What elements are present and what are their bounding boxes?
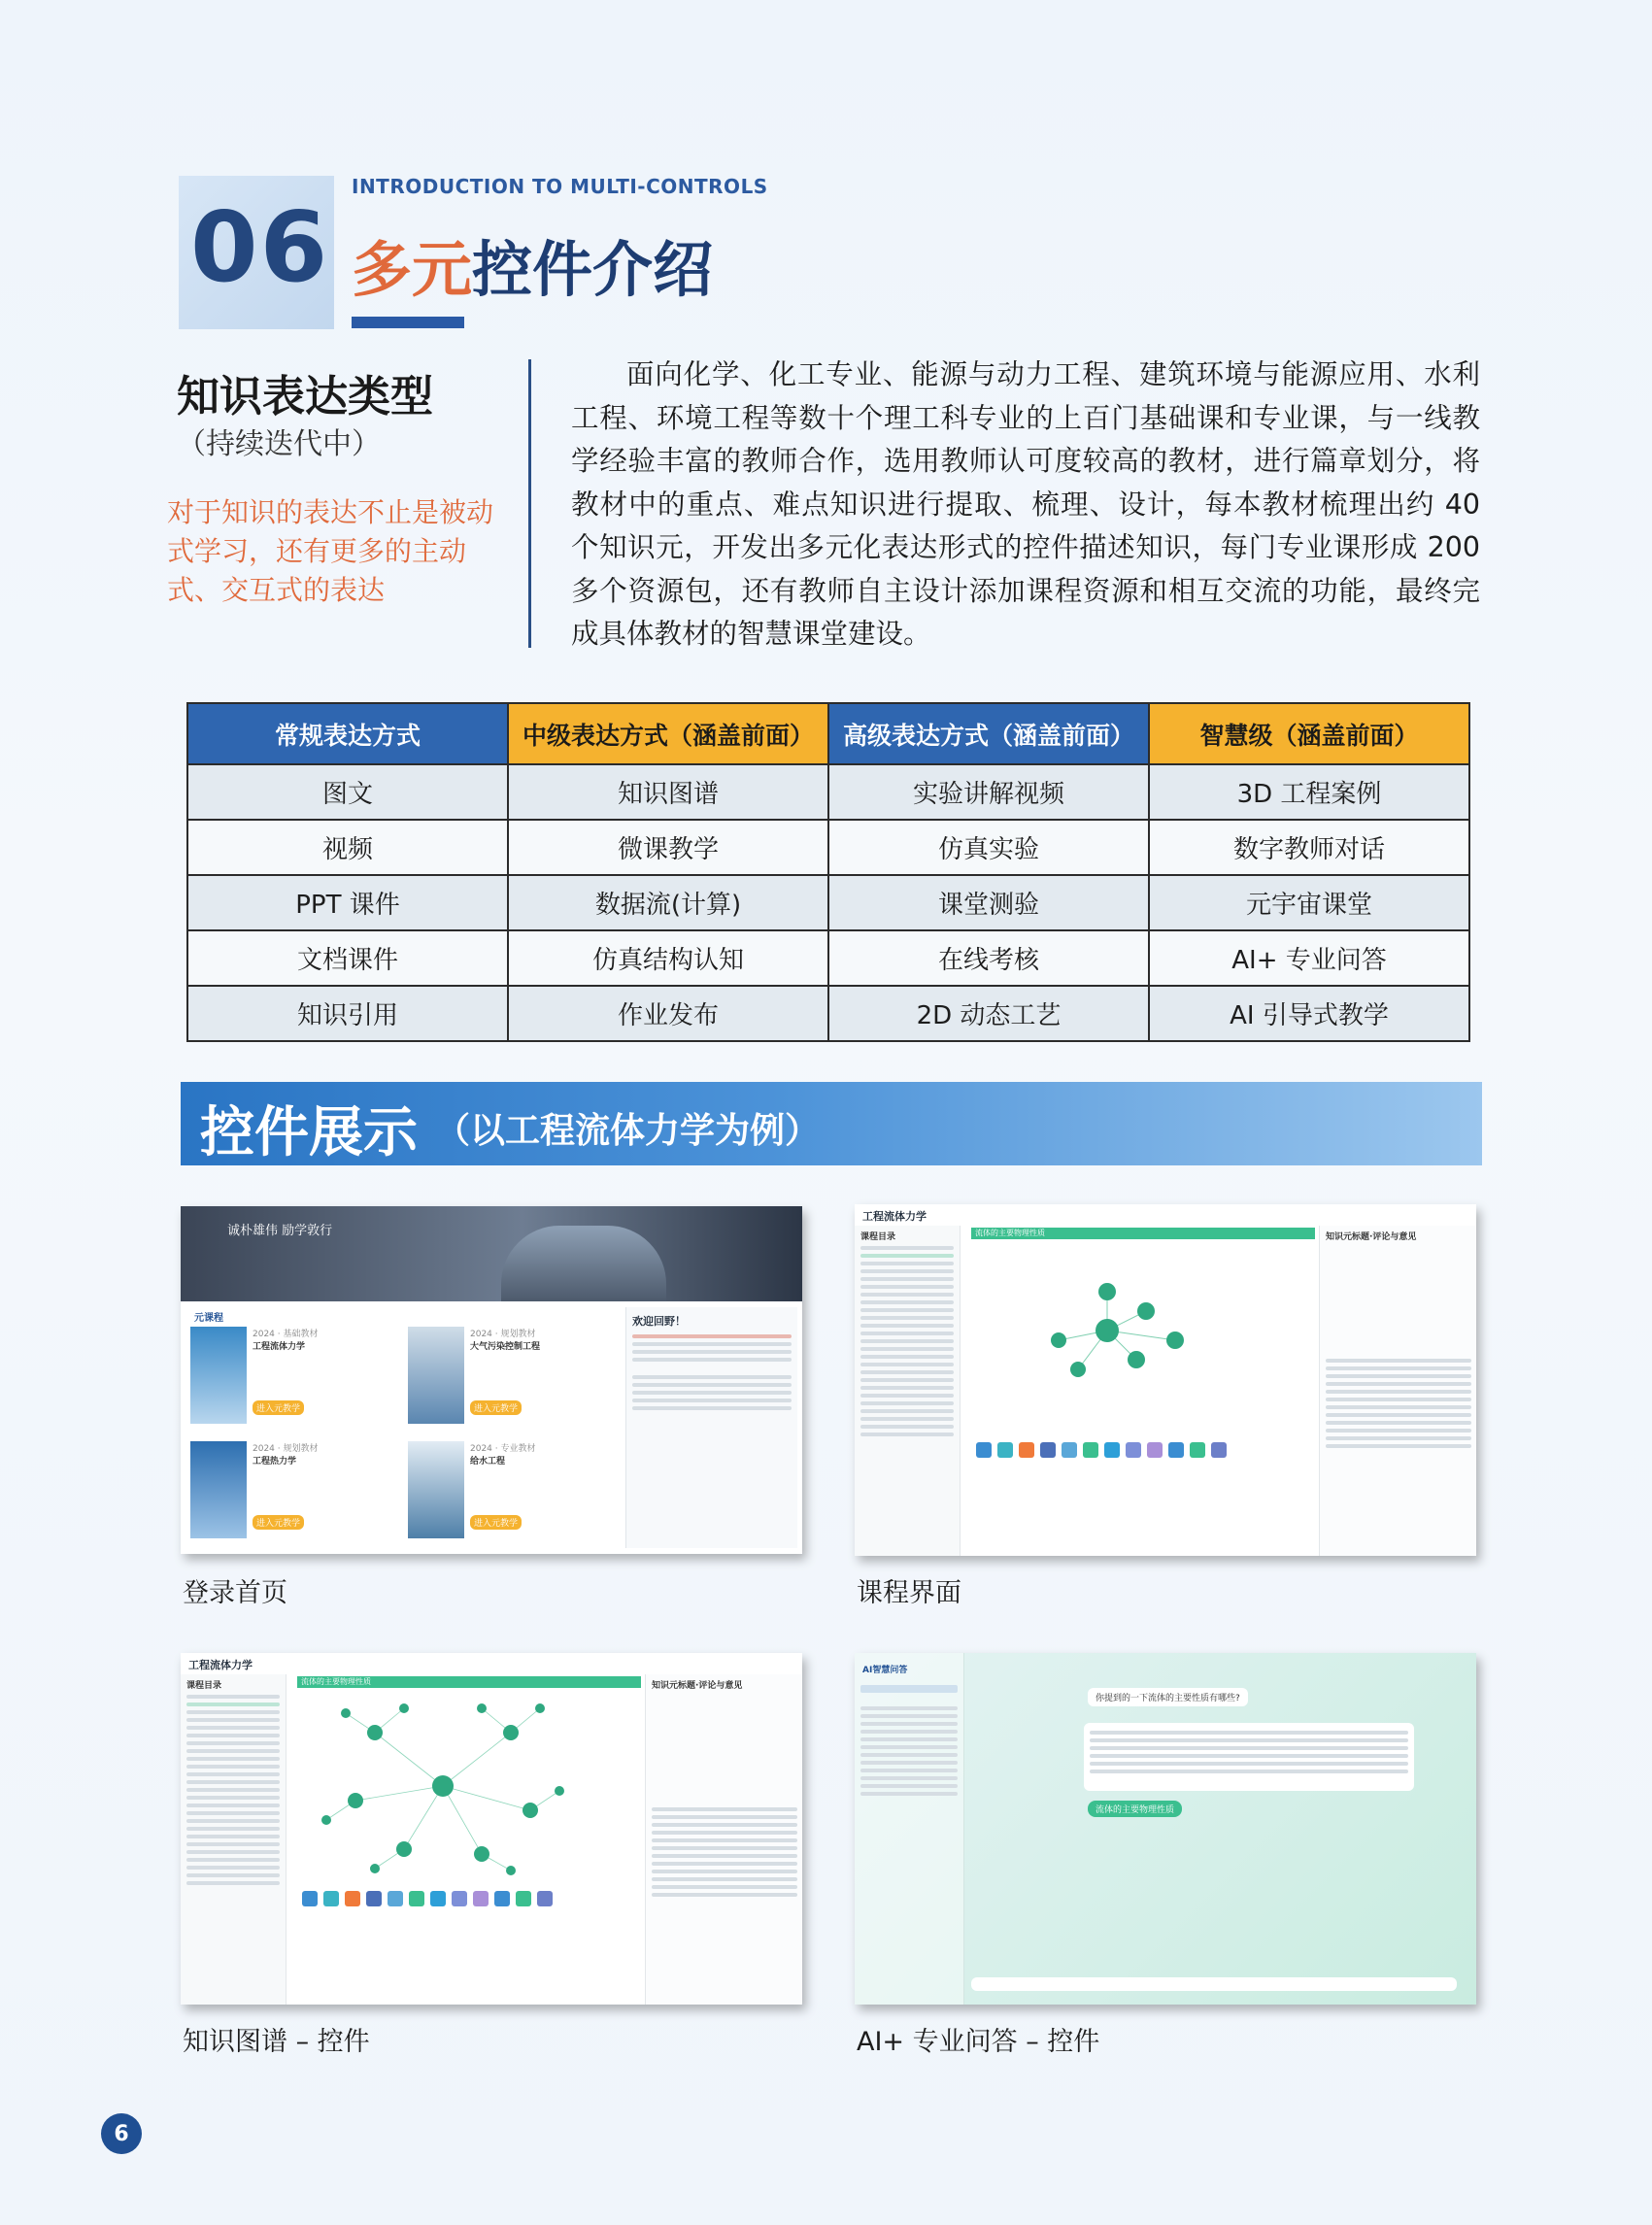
table-header: 中级表达方式（涵盖前面） [508, 703, 828, 764]
welcome-text: 欢迎回野！ [632, 1315, 686, 1328]
course-app-title: 工程流体力学 [862, 1210, 927, 1223]
showcase-subtitle: （以工程流体力学为例） [435, 1111, 821, 1151]
book-card[interactable] [190, 1327, 400, 1433]
ai-answer-bubble [1084, 1723, 1414, 1791]
book-cover [190, 1441, 247, 1538]
enter-button[interactable]: 进入元教学 [253, 1515, 304, 1530]
table-row [187, 764, 1469, 820]
course-tab[interactable]: 流体的主要物理性质 [971, 1228, 1315, 1239]
knowledge-subtitle: （持续迭代中） [177, 427, 381, 461]
table-row [187, 820, 1469, 875]
login-logo: 元课程 [194, 1313, 223, 1324]
knowledge-graph [317, 1694, 569, 1878]
sidebar-title: 课程目录 [860, 1232, 896, 1242]
knowledge-note: 对于知识的表达不止是被动式学习，还有更多的主动式、交互式的表达 [167, 496, 494, 606]
book-card[interactable] [408, 1327, 618, 1433]
showcase-title: 控件展示 [200, 1101, 418, 1164]
screenshot-course [855, 1204, 1476, 1556]
screenshot-ai [855, 1653, 1476, 2005]
user-panel [625, 1307, 797, 1548]
caption-graph: 知识图谱 – 控件 [183, 2027, 370, 2057]
title-rest: 控件介绍 [472, 234, 714, 305]
enter-button[interactable]: 进入元教学 [470, 1400, 522, 1415]
graph-sidebar [181, 1674, 287, 2005]
course-sidebar [855, 1226, 961, 1556]
login-hero [181, 1206, 802, 1301]
section-title-cn [352, 221, 713, 308]
course-right-panel [1319, 1226, 1476, 1556]
graph-app-title: 工程流体力学 [188, 1659, 253, 1671]
table-header: 高级表达方式（涵盖前面） [828, 703, 1149, 764]
enter-button[interactable]: 进入元教学 [253, 1400, 304, 1415]
hero-slogan: 诚朴雄伟 励学敦行 [227, 1224, 333, 1238]
right-panel-title: 知识元标题·评论与意见 [1326, 1232, 1417, 1242]
table-cell: 实验讲解视频 [828, 764, 1149, 820]
caption-login: 登录首页 [183, 1578, 287, 1608]
table-cell: 数字教师对话 [1149, 820, 1469, 875]
book-grid [190, 1327, 618, 1548]
table-header: 常规表达方式 [187, 703, 508, 764]
book-year: 2024 · 专业教材 [470, 1444, 536, 1454]
table-row [187, 986, 1469, 1041]
title-underline [352, 317, 464, 328]
table-cell: 仿真实验 [828, 820, 1149, 875]
title-highlight: 多元 [352, 234, 473, 305]
table-cell: 知识图谱 [508, 764, 828, 820]
book-title: 工程流体力学 [253, 1342, 306, 1352]
book-cover [190, 1327, 247, 1424]
page-number: 6 [101, 2113, 142, 2154]
table-cell: 图文 [187, 764, 508, 820]
book-title: 大气污染控制工程 [470, 1342, 541, 1352]
table-header: 智慧级（涵盖前面） [1149, 703, 1469, 764]
building-image [501, 1226, 666, 1301]
table-cell: 数据流(计算) [508, 875, 828, 930]
user-question-bubble: 你提到的一下流体的主要性质有哪些? [1088, 1688, 1248, 1706]
book-title: 给水工程 [470, 1457, 506, 1466]
table-row [187, 930, 1469, 986]
control-icons[interactable] [976, 1442, 1227, 1458]
ai-sidebar [855, 1653, 964, 2005]
knowledge-title: 知识表达类型 [177, 372, 433, 421]
table-cell: 课堂测验 [828, 875, 1149, 930]
caption-course: 课程界面 [857, 1578, 961, 1608]
table-cell: 知识引用 [187, 986, 508, 1041]
intro-paragraph: 面向化学、化工专业、能源与动力工程、建筑环境与能源应用、水利工程、环境工程等数十个理工科专业的上百门基础课和专业课，与一线教学经验丰富的教师合作，选用教师认可度较高的教材，进行篇章划分，将教材中的重点、难点知识进行提取、梳理、设计，每本教材梳理出约 40 个知识元，开发出多元化表达形式的控件描述知识，每门专业课形成 200 多个资源包，还有教师自主设计添加课程资源和相互交流的功能，最终完成具体教材的智慧课堂建设。 [571, 358, 1480, 650]
table-cell: 在线考核 [828, 930, 1149, 986]
table-row [187, 875, 1469, 930]
book-cover [408, 1327, 464, 1424]
enter-button[interactable]: 进入元教学 [470, 1515, 522, 1530]
table-cell: 3D 工程案例 [1149, 764, 1469, 820]
graph-tab[interactable]: 流体的主要物理性质 [297, 1676, 641, 1688]
section-title-en: INTRODUCTION TO MULTI-CONTROLS [352, 175, 768, 198]
sidebar-title: 课程目录 [186, 1681, 222, 1691]
ai-app-title: AI智慧问答 [862, 1666, 908, 1675]
book-card[interactable] [408, 1441, 618, 1548]
book-year: 2024 · 基础教材 [253, 1330, 319, 1339]
book-card[interactable] [190, 1441, 400, 1548]
control-icons[interactable] [302, 1891, 553, 1906]
table-cell: 仿真结构认知 [508, 930, 828, 986]
table-cell: 2D 动态工艺 [828, 986, 1149, 1041]
right-panel-title: 知识元标题·评论与意见 [652, 1681, 743, 1691]
table-cell: 微课教学 [508, 820, 828, 875]
table-cell: AI+ 专业问答 [1149, 930, 1469, 986]
ai-input[interactable] [971, 1977, 1457, 1991]
table-cell: 视频 [187, 820, 508, 875]
graph-right-panel [645, 1674, 802, 2005]
expression-table [186, 702, 1470, 1042]
screenshot-graph [181, 1653, 802, 2005]
book-cover [408, 1441, 464, 1538]
section-number: 06 [190, 190, 330, 304]
caption-ai: AI+ 专业问答 – 控件 [857, 2027, 1100, 2057]
topic-chip[interactable]: 流体的主要物理性质 [1088, 1801, 1182, 1817]
mini-graph [1000, 1272, 1214, 1389]
book-year: 2024 · 规划教材 [470, 1330, 536, 1339]
table-cell: AI 引导式教学 [1149, 986, 1469, 1041]
book-title: 工程热力学 [253, 1457, 297, 1466]
table-cell: 元宇宙课堂 [1149, 875, 1469, 930]
book-year: 2024 · 规划教材 [253, 1444, 319, 1454]
table-cell: PPT 课件 [187, 875, 508, 930]
table-cell: 文档课件 [187, 930, 508, 986]
vertical-divider [528, 359, 531, 648]
table-cell: 作业发布 [508, 986, 828, 1041]
screenshot-login [181, 1206, 802, 1554]
